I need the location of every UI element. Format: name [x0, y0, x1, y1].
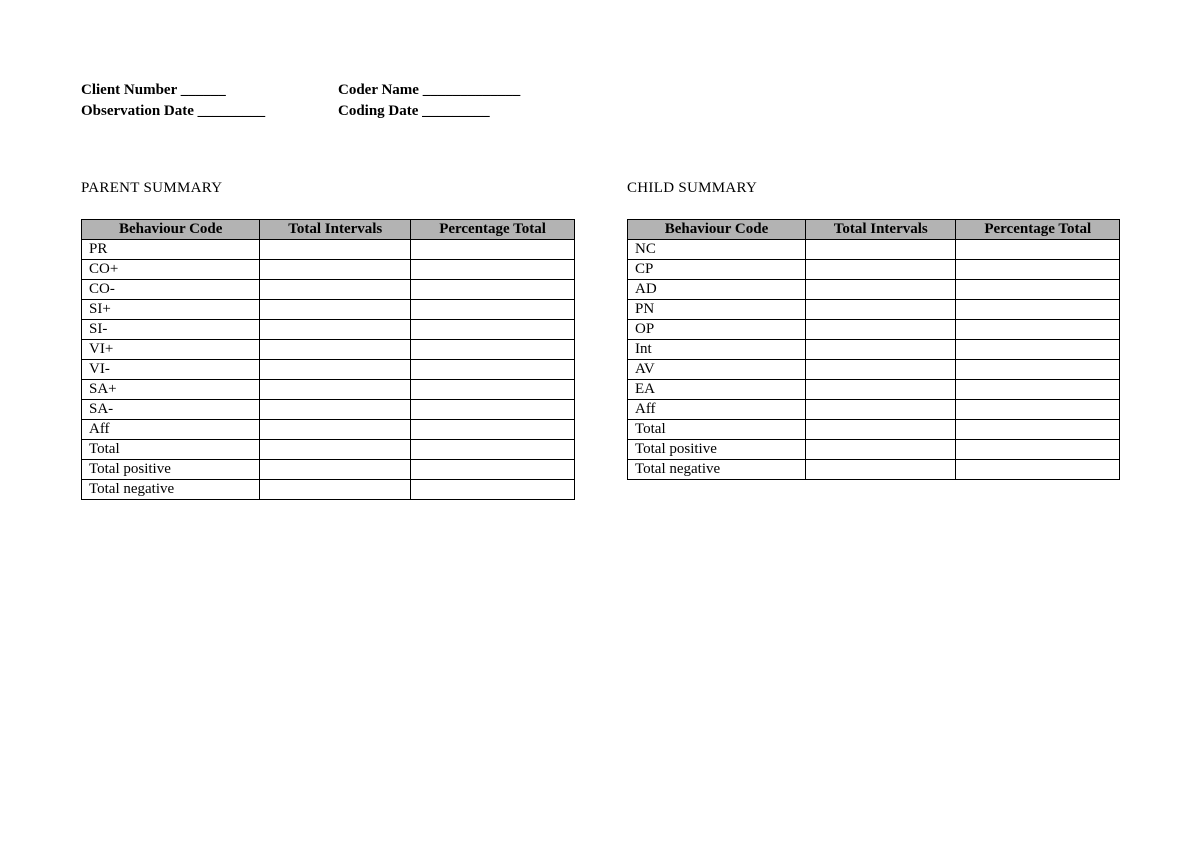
total-intervals-cell[interactable] — [260, 380, 411, 400]
column-header-percentage-total: Percentage Total — [956, 220, 1120, 240]
table-row — [628, 440, 1120, 460]
total-intervals-cell[interactable] — [260, 260, 411, 280]
percentage-total-cell[interactable] — [956, 260, 1120, 280]
behaviour-code-cell: SA- — [82, 400, 260, 420]
coder-name-field[interactable]: Coder Name _____________ — [338, 82, 521, 98]
percentage-total-cell[interactable] — [956, 320, 1120, 340]
percentage-total-cell[interactable] — [411, 260, 575, 280]
parent-header-row — [82, 220, 575, 240]
table-row — [82, 380, 575, 400]
column-header-behaviour-code: Behaviour Code — [628, 220, 806, 240]
child-summary-table — [627, 219, 1120, 480]
percentage-total-cell[interactable] — [411, 280, 575, 300]
table-row — [82, 280, 575, 300]
table-row — [82, 260, 575, 280]
behaviour-code-cell: NC — [628, 240, 806, 260]
observation-date-field[interactable]: Observation Date _________ — [81, 103, 266, 119]
table-row — [628, 420, 1120, 440]
table-row — [628, 360, 1120, 380]
behaviour-code-cell: AD — [628, 280, 806, 300]
behaviour-code-cell: Aff — [628, 400, 806, 420]
column-header-total-intervals: Total Intervals — [805, 220, 956, 240]
percentage-total-cell[interactable] — [411, 400, 575, 420]
total-intervals-cell[interactable] — [805, 280, 956, 300]
behaviour-code-cell: CP — [628, 260, 806, 280]
header-row-2 — [81, 101, 520, 122]
table-row — [628, 340, 1120, 360]
table-row — [82, 460, 575, 480]
table-row — [628, 260, 1120, 280]
behaviour-code-cell: Total — [82, 440, 260, 460]
table-row — [628, 240, 1120, 260]
table-row — [82, 340, 575, 360]
percentage-total-cell[interactable] — [411, 340, 575, 360]
total-intervals-cell[interactable] — [260, 300, 411, 320]
total-intervals-cell[interactable] — [260, 440, 411, 460]
percentage-total-cell[interactable] — [411, 460, 575, 480]
table-row — [82, 320, 575, 340]
total-intervals-cell[interactable] — [260, 240, 411, 260]
percentage-total-cell[interactable] — [956, 380, 1120, 400]
behaviour-code-cell: SA+ — [82, 380, 260, 400]
table-row — [628, 400, 1120, 420]
column-header-behaviour-code: Behaviour Code — [82, 220, 260, 240]
table-row — [82, 300, 575, 320]
client-number-field[interactable]: Client Number ______ — [81, 82, 226, 98]
table-row — [82, 360, 575, 380]
percentage-total-cell[interactable] — [956, 240, 1120, 260]
child-summary-title: CHILD SUMMARY — [627, 180, 758, 196]
total-intervals-cell[interactable] — [805, 400, 956, 420]
table-row — [82, 480, 575, 500]
percentage-total-cell[interactable] — [411, 300, 575, 320]
coding-date-field[interactable]: Coding Date _________ — [338, 103, 490, 119]
behaviour-code-cell: Total negative — [628, 460, 806, 480]
percentage-total-cell[interactable] — [411, 240, 575, 260]
percentage-total-cell[interactable] — [956, 280, 1120, 300]
table-row — [82, 440, 575, 460]
table-row — [628, 380, 1120, 400]
behaviour-code-cell: VI- — [82, 360, 260, 380]
total-intervals-cell[interactable] — [260, 340, 411, 360]
behaviour-code-cell: Total positive — [628, 440, 806, 460]
table-row — [82, 420, 575, 440]
percentage-total-cell[interactable] — [956, 460, 1120, 480]
total-intervals-cell[interactable] — [260, 280, 411, 300]
percentage-total-cell[interactable] — [411, 480, 575, 500]
table-row — [628, 460, 1120, 480]
total-intervals-cell[interactable] — [805, 460, 956, 480]
total-intervals-cell[interactable] — [805, 260, 956, 280]
percentage-total-cell[interactable] — [411, 420, 575, 440]
behaviour-code-cell: CO- — [82, 280, 260, 300]
behaviour-code-cell: PR — [82, 240, 260, 260]
table-row — [82, 240, 575, 260]
behaviour-code-cell: SI+ — [82, 300, 260, 320]
percentage-total-cell[interactable] — [956, 420, 1120, 440]
total-intervals-cell[interactable] — [805, 340, 956, 360]
behaviour-code-cell: CO+ — [82, 260, 260, 280]
behaviour-code-cell: VI+ — [82, 340, 260, 360]
parent-summary-table — [81, 219, 575, 500]
table-row — [628, 320, 1120, 340]
behaviour-code-cell: Total — [628, 420, 806, 440]
behaviour-code-cell: SI- — [82, 320, 260, 340]
behaviour-code-cell: PN — [628, 300, 806, 320]
total-intervals-cell[interactable] — [805, 420, 956, 440]
header-fields — [81, 80, 520, 122]
header-row-1 — [81, 80, 520, 101]
total-intervals-cell[interactable] — [805, 240, 956, 260]
percentage-total-cell[interactable] — [956, 340, 1120, 360]
total-intervals-cell[interactable] — [805, 440, 956, 460]
total-intervals-cell[interactable] — [260, 460, 411, 480]
parent-summary-title: PARENT SUMMARY — [81, 180, 223, 196]
total-intervals-cell[interactable] — [260, 420, 411, 440]
behaviour-code-cell: Total negative — [82, 480, 260, 500]
table-row — [82, 400, 575, 420]
percentage-total-cell[interactable] — [411, 320, 575, 340]
child-header-row — [628, 220, 1120, 240]
total-intervals-cell[interactable] — [805, 300, 956, 320]
column-header-percentage-total: Percentage Total — [411, 220, 575, 240]
behaviour-code-cell: Total positive — [82, 460, 260, 480]
total-intervals-cell[interactable] — [805, 360, 956, 380]
total-intervals-cell[interactable] — [805, 380, 956, 400]
table-row — [628, 280, 1120, 300]
behaviour-code-cell: OP — [628, 320, 806, 340]
percentage-total-cell[interactable] — [411, 360, 575, 380]
behaviour-code-cell: EA — [628, 380, 806, 400]
behaviour-code-cell: Aff — [82, 420, 260, 440]
behaviour-code-cell: Int — [628, 340, 806, 360]
total-intervals-cell[interactable] — [260, 400, 411, 420]
total-intervals-cell[interactable] — [260, 360, 411, 380]
column-header-total-intervals: Total Intervals — [260, 220, 411, 240]
percentage-total-cell[interactable] — [956, 300, 1120, 320]
behaviour-code-cell: AV — [628, 360, 806, 380]
percentage-total-cell[interactable] — [956, 400, 1120, 420]
percentage-total-cell[interactable] — [411, 440, 575, 460]
total-intervals-cell[interactable] — [805, 320, 956, 340]
total-intervals-cell[interactable] — [260, 480, 411, 500]
total-intervals-cell[interactable] — [260, 320, 411, 340]
percentage-total-cell[interactable] — [411, 380, 575, 400]
percentage-total-cell[interactable] — [956, 440, 1120, 460]
table-row — [628, 300, 1120, 320]
percentage-total-cell[interactable] — [956, 360, 1120, 380]
